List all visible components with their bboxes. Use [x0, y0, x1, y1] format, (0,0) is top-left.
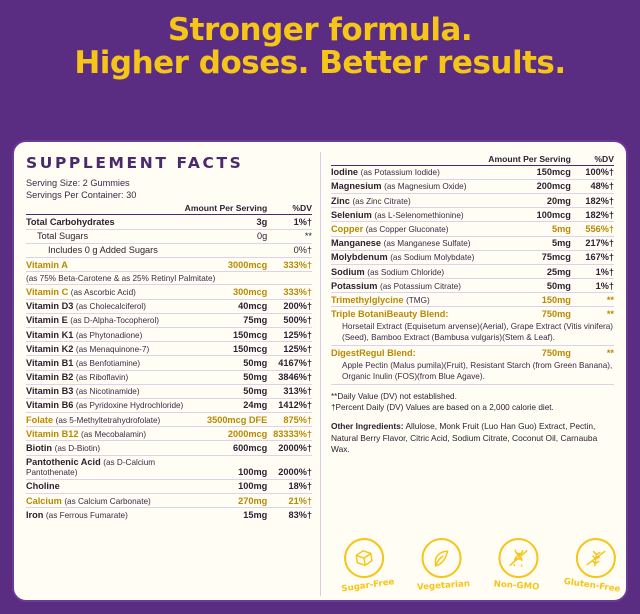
- nutrient-source: (as Benfotiamine): [75, 358, 141, 368]
- wheat-crossed-out-icon: [573, 535, 618, 580]
- table-row: [26, 427, 312, 441]
- nutrient-source: (as Menaquinone-7): [75, 344, 150, 354]
- nutrient-amount: 150mcg: [185, 327, 268, 341]
- nutrient-amount: 100mcg: [488, 208, 571, 222]
- table-row: [331, 250, 614, 264]
- nutrient-source: (as L-Selenomethionine): [374, 210, 464, 220]
- nutrient-amount: 100mg: [185, 455, 268, 479]
- table-row: [26, 285, 312, 299]
- table-row-blend: [331, 307, 614, 321]
- column-header-dv: %DV: [571, 152, 614, 165]
- nutrient-dv: 1412%†: [267, 398, 312, 412]
- nutrient-source: (as Ferrous Fumarate): [45, 510, 128, 520]
- nutrient-name: Choline: [26, 481, 60, 492]
- table-row: [26, 327, 312, 341]
- nutrient-amount: 20mg: [488, 193, 571, 207]
- nutrient-source: (as Sodium Molybdate): [390, 253, 475, 263]
- table-row: [26, 243, 312, 257]
- servings-per-container: Servings Per Container: 30: [26, 190, 137, 201]
- nutrient-name: Vitamin K1: [26, 329, 74, 340]
- badge-sugar-free: [327, 533, 404, 595]
- nutrient-amount: 300mcg: [185, 285, 268, 299]
- nutrient-name: Biotin: [26, 443, 53, 454]
- table-row: [331, 236, 614, 250]
- nutrient-source: (as Potassium Iodide): [360, 168, 440, 178]
- nutrient-amount: 50mg: [185, 384, 268, 398]
- badge-label: Gluten-Free: [563, 576, 621, 595]
- nutrient-amount: 24mg: [185, 398, 268, 412]
- badge-label: Vegetarian: [416, 579, 470, 593]
- table-row: [26, 258, 312, 272]
- table-row: [26, 342, 312, 356]
- nutrient-amount: 200mcg: [488, 179, 571, 193]
- nutrient-dv: 0%†: [267, 243, 312, 257]
- nutrient-name: Vitamin B2: [26, 372, 74, 383]
- table-row-blend-desc: [331, 321, 614, 346]
- table-header-row: [26, 202, 312, 215]
- nutrient-source: (as Sodium Chloride): [367, 267, 445, 277]
- badge-vegetarian: [405, 536, 479, 594]
- nutrient-name: Includes 0 g Added Sugars: [48, 245, 158, 256]
- table-row: [26, 356, 312, 370]
- nutrient-amount: 3g: [185, 215, 268, 229]
- nutrient-dv: 125%†: [267, 327, 312, 341]
- table-row-blend-desc: [331, 359, 614, 384]
- nutrient-name: Zinc: [330, 195, 350, 206]
- nutrient-amount: 25mg: [488, 264, 571, 278]
- other-ingredients-text: Allulose, Monk Fruit (Luo Han Guo) Extract, Pectin, Natural Berry Flavor, Citric Acid, Sodium Citrate, Coconut Oil, Carnauba Wax.: [330, 420, 598, 455]
- nutrient-source: (as Copper Gluconate): [365, 224, 449, 234]
- nutrient-name: Vitamin B12: [26, 428, 79, 439]
- nutrient-source: (TMG): [406, 295, 430, 305]
- table-row: [26, 370, 312, 384]
- table-row: [331, 165, 614, 179]
- nutrient-amount: 5mg: [488, 236, 571, 250]
- nutrient-amount: 150mcg: [488, 165, 571, 179]
- nutrient-source: (as Magnesium Oxide): [384, 182, 467, 192]
- nutrient-dv: 100%†: [571, 165, 614, 179]
- nutrient-table-right: [331, 152, 614, 385]
- nutrient-name: Vitamin E: [26, 315, 68, 326]
- nutrient-amount: 150mg: [488, 293, 571, 307]
- badge-label: Sugar-Free: [340, 577, 396, 595]
- nutrient-name: Iron: [26, 509, 44, 520]
- nutrient-amount: 270mg: [185, 494, 268, 508]
- nutrient-amount: 75mg: [185, 313, 268, 327]
- nutrient-name: Potassium: [330, 280, 378, 291]
- table-row: [26, 398, 312, 412]
- nutrient-name: Vitamin K2: [26, 343, 74, 354]
- nutrient-name: Iodine: [330, 167, 359, 178]
- table-row: [26, 508, 312, 522]
- nutrient-source: (as Nicotinamide): [75, 387, 140, 397]
- nutrient-dv: 1%†: [571, 279, 614, 293]
- nutrient-dv: 48%†: [571, 179, 614, 193]
- nutrient-amount: 600mcg: [185, 441, 268, 455]
- nutrient-dv: 200%†: [267, 299, 312, 313]
- nutrient-name: Total Sugars: [37, 231, 89, 242]
- nutrient-amount: 50mg: [488, 279, 571, 293]
- nutrient-dv: 1%†: [571, 264, 614, 278]
- blend-name: Triple BotaniBeauty Blend:: [330, 309, 449, 320]
- table-row: [26, 215, 312, 229]
- nutrient-name: Sodium: [330, 266, 365, 277]
- nutrient-dv: 2000%†: [267, 441, 312, 455]
- badge-label: Non-GMO: [493, 579, 540, 593]
- nutrient-amount: 3500mcg DFE: [185, 413, 268, 427]
- nutrient-source: (as D-Alpha-Tocopherol): [70, 316, 159, 326]
- nutrient-dv: 83333%†: [267, 427, 312, 441]
- nutrient-source: (as Calcium Carbonate): [64, 496, 151, 506]
- blend-ingredients: Apple Pectin (Malus pumila)(Fruit), Resistant Starch (from Green Banana), Organic Inulin (FOS)(from Blue Agave).: [331, 359, 614, 384]
- nutrient-amount: 50mg: [185, 356, 268, 370]
- nutrient-name: Calcium: [26, 495, 62, 506]
- blend-amount: 750mg: [541, 309, 571, 320]
- nutrient-name: Total Carbohydrates: [26, 217, 115, 228]
- nutrient-amount: 5mg: [488, 222, 571, 236]
- nutrient-dv: **: [571, 293, 614, 307]
- badge-row: [330, 538, 630, 595]
- nutrient-name: Selenium: [330, 209, 372, 220]
- nutrient-source: (as Ascorbic Acid): [70, 287, 136, 297]
- table-row-blend: [331, 346, 614, 360]
- nutrient-amount: 3000mcg: [185, 258, 268, 272]
- nutrient-dv: 333%†: [267, 285, 312, 299]
- nutrient-source: (as Manganese Sulfate): [383, 239, 471, 249]
- table-row: [26, 455, 312, 479]
- table-row: [331, 264, 614, 278]
- nutrient-dv: 167%†: [571, 250, 614, 264]
- table-row: [331, 193, 614, 207]
- nutrient-source: (as Cholecalciferol): [75, 302, 146, 312]
- table-row: [26, 494, 312, 508]
- table-row: [331, 208, 614, 222]
- table-row: [331, 293, 614, 307]
- nutrient-name: Vitamin D3: [26, 301, 74, 312]
- nutrient-dv: 21%†: [267, 494, 312, 508]
- blend-dv: **: [606, 309, 614, 320]
- footnotes: [331, 391, 614, 413]
- nutrient-source: (as Riboflavin): [75, 373, 129, 383]
- nutrient-dv: 556%†: [571, 222, 614, 236]
- nutrient-name: Molybdenum: [330, 252, 388, 263]
- footnote-1: **Daily Value (DV) not established.: [330, 391, 457, 401]
- nutrient-source: (as Zinc Citrate): [352, 196, 411, 206]
- nutrient-dv: 2000%†: [267, 455, 312, 479]
- nutrient-amount: 15mg: [243, 509, 268, 520]
- nutrient-name: Vitamin A: [26, 259, 68, 270]
- supplement-facts-right-column: [320, 152, 614, 596]
- other-ingredients-label: Other Ingredients:: [330, 420, 404, 431]
- column-header-name: [331, 152, 488, 165]
- leaf-icon: [420, 537, 463, 580]
- nutrient-dv: 500%†: [267, 313, 312, 327]
- nutrient-amount: 100mg: [185, 479, 268, 493]
- badge-gluten-free: [557, 533, 634, 595]
- nutrient-source: (as Mecobalamin): [81, 429, 147, 439]
- badge-non-gmo: [482, 536, 556, 594]
- table-row: [26, 384, 312, 398]
- nutrient-name: Pantothenic Acid: [26, 457, 101, 468]
- table-row: [26, 229, 312, 243]
- blend-amount: 750mg: [541, 347, 571, 358]
- nutrient-dv: **: [267, 229, 312, 243]
- nutrient-dv: 3846%†: [267, 370, 312, 384]
- nutrient-dv: 875%†: [267, 413, 312, 427]
- nutrient-source: (as 75% Beta-Carotene & as 25% Retinyl Palmitate): [26, 272, 312, 285]
- nutrient-amount: 50mg: [185, 370, 268, 384]
- supplement-facts-left-column: [26, 152, 320, 596]
- nutrient-name: Vitamin B3: [26, 386, 74, 397]
- nutrient-dv: 313%†: [267, 384, 312, 398]
- nutrient-amount: 40mcg: [185, 299, 268, 313]
- nutrient-dv: 1%†: [267, 215, 312, 229]
- serving-size: Serving Size: 2 Gummies: [26, 178, 130, 188]
- nutrient-dv: 217%†: [571, 236, 614, 250]
- nutrient-dv: 182%†: [571, 193, 614, 207]
- table-row: [331, 179, 614, 193]
- nutrient-dv: 83%†: [288, 509, 312, 520]
- blend-ingredients: Horsetail Extract (Equisetum arvense)(Aerial), Grape Extract (Vitis vinifera)(Seed), Bamboo Extract (Bambusa vulgaris)(Stem & Leaf).: [331, 321, 614, 346]
- table-row: [331, 222, 614, 236]
- supplement-facts-panel: [12, 140, 628, 602]
- nutrient-amount: 150mcg: [185, 342, 268, 356]
- table-header-row: [331, 152, 614, 165]
- nutrient-source: (as 5-Methyltetrahydrofolate): [55, 415, 161, 425]
- table-row: [26, 413, 312, 427]
- nutrient-name: Vitamin C: [26, 286, 69, 297]
- headline-line-2: Higher doses. Better results.: [74, 45, 566, 82]
- table-row-sub: [26, 272, 312, 285]
- nutrient-dv: 182%†: [571, 208, 614, 222]
- table-row: [26, 441, 312, 455]
- page-title: SUPPLEMENT FACTS: [26, 154, 244, 172]
- other-ingredients: [331, 421, 614, 456]
- nutrient-name: Vitamin B1: [26, 357, 74, 368]
- column-header-amount: Amount Per Serving: [184, 203, 268, 214]
- table-row: [26, 479, 312, 493]
- nutrient-source: (as Pyridoxine Hydrochloride): [75, 401, 184, 411]
- nutrient-name: Trimethylglycine: [330, 294, 404, 305]
- nutrient-amount: 75mcg: [488, 250, 571, 264]
- nutrient-source: (as D-Biotin): [54, 444, 101, 454]
- dna-crossed-out-icon: [497, 537, 540, 580]
- nutrient-dv: 333%†: [267, 258, 312, 272]
- column-header-dv: %DV: [267, 202, 312, 215]
- nutrient-table-left: [26, 202, 312, 522]
- column-header-name: [26, 202, 185, 215]
- footnote-2: †Percent Daily (DV) Values are based on a 2,000 calorie diet.: [330, 402, 554, 412]
- table-row: [331, 279, 614, 293]
- nutrient-name: Folate: [26, 414, 54, 425]
- nutrient-source: (as Phytonadione): [75, 330, 143, 340]
- blend-dv: **: [606, 347, 614, 358]
- nutrient-dv: 18%†: [267, 479, 312, 493]
- nutrient-name: Magnesium: [330, 181, 382, 192]
- table-row: [26, 299, 312, 313]
- nutrient-amount: 2000mcg: [185, 427, 268, 441]
- nutrient-name: Manganese: [330, 238, 382, 249]
- nutrient-source: (as Potassium Citrate): [380, 281, 462, 291]
- headline: [0, 0, 640, 91]
- nutrient-amount: [185, 243, 268, 257]
- nutrient-dv: 125%†: [267, 342, 312, 356]
- nutrient-name: Vitamin B6: [26, 400, 74, 411]
- table-row: [26, 313, 312, 327]
- blend-name: DigestRegul Blend:: [330, 347, 416, 358]
- nutrient-amount: 0g: [185, 229, 268, 243]
- nutrient-dv: 4167%†: [267, 356, 312, 370]
- nutrient-name: Copper: [330, 223, 364, 234]
- nutrient-source: (as D-Calcium Pantothenate): [26, 458, 156, 478]
- sugar-cube-icon: [342, 535, 387, 580]
- headline-line-1: Stronger formula.: [167, 12, 473, 48]
- column-header-amount: Amount Per Serving: [488, 153, 571, 164]
